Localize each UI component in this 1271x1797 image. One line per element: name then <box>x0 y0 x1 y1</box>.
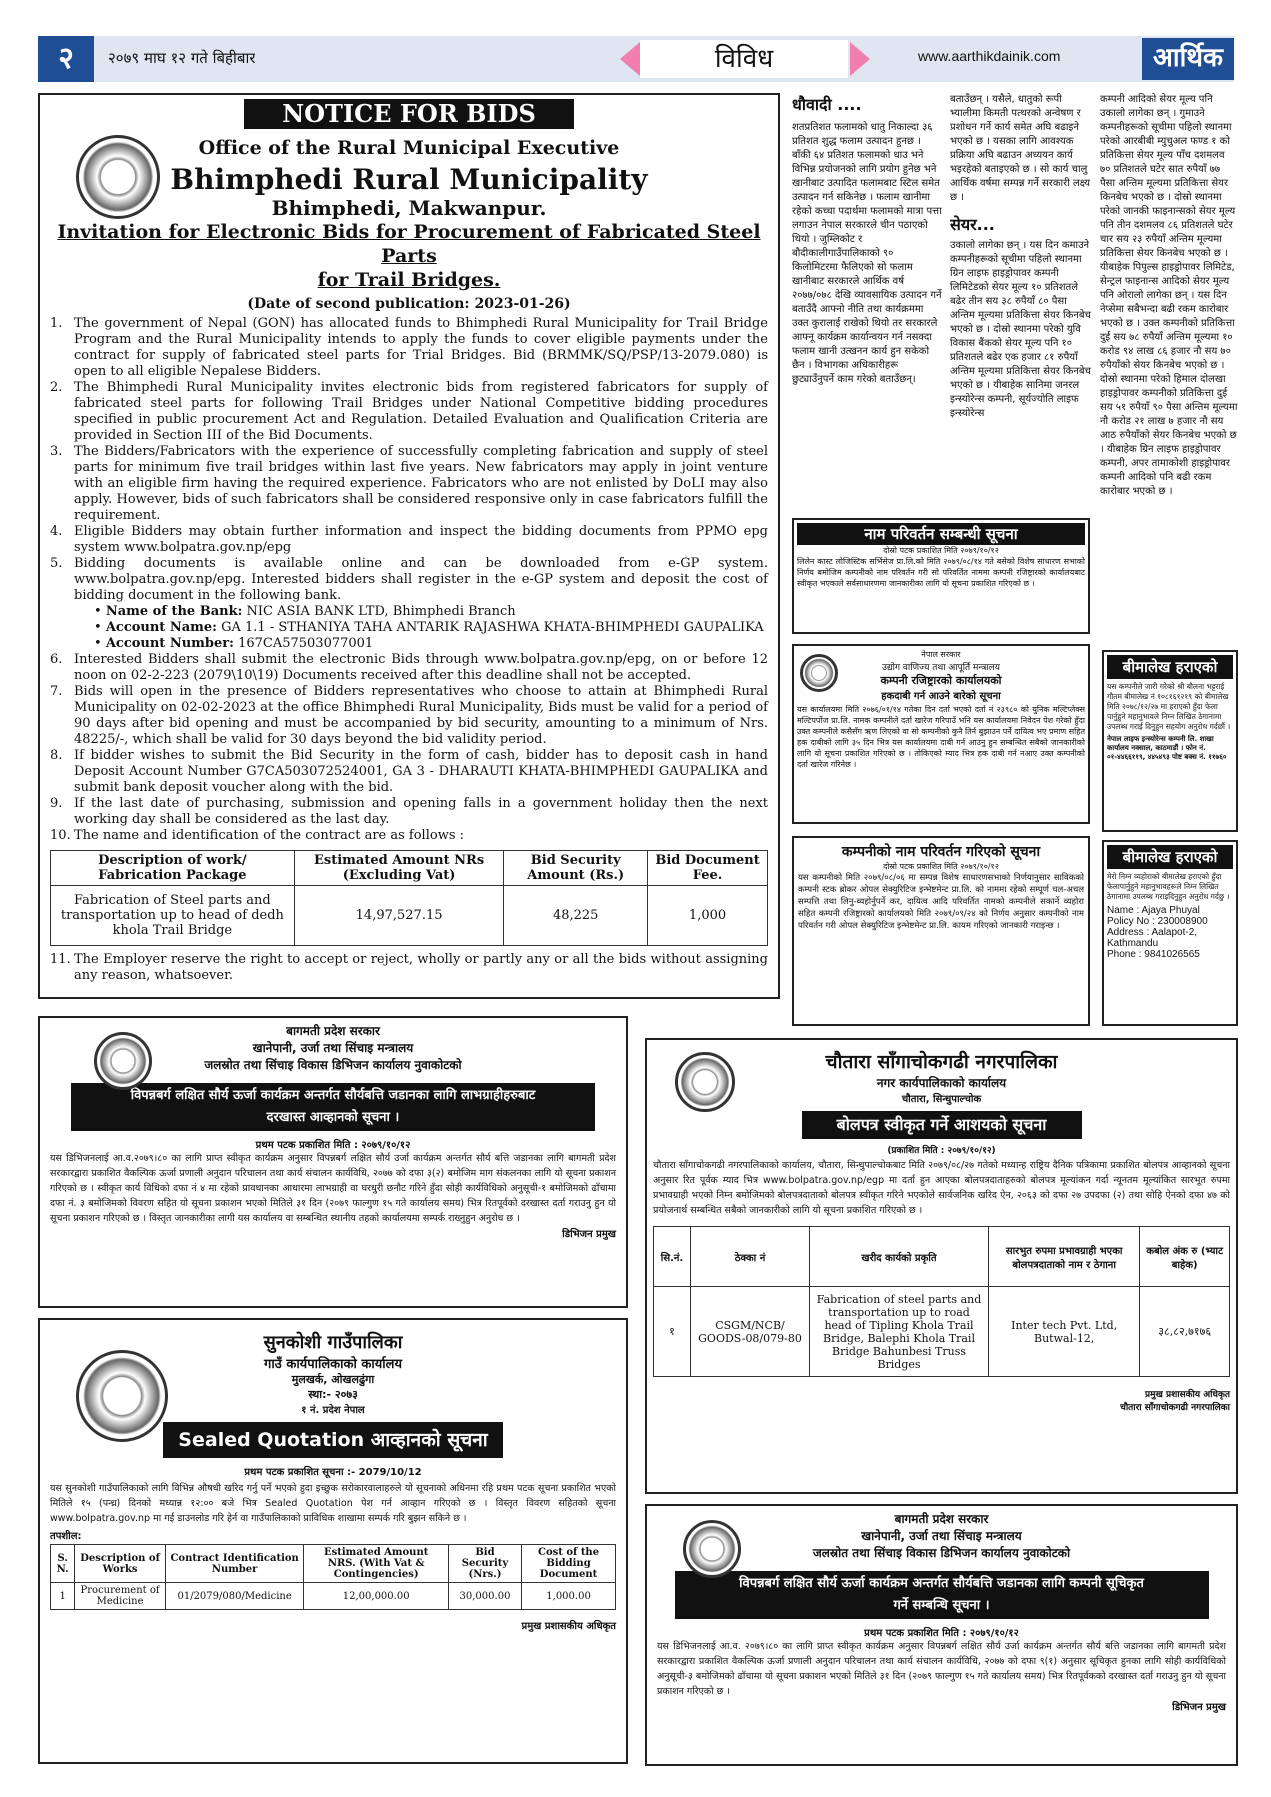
item-number: 5. <box>50 556 63 571</box>
cell-sn: 1 <box>51 1583 75 1610</box>
gov: नेपाल सरकार <box>921 650 961 659</box>
notice-text: यस डिभिजनलाई आ.व. २०७९।८० का लागि प्राप्त स्वीकृत कार्यक्रम अनुसार विपन्नबर्ग लक्षित सौर्य उर्जा कार्यक्रम अन्तर्गत सौर्य बत्ति जडानका लागि बागमती प्रदेश सरकारद्वारा प्रकाशित वैकल्पिक ऊर्जा प्रणाली अनुदान परिचालन तथा कार्य संचालन कार्यविधि, २०७७ को दफा ९(१) अनुसार सूचिकृत हुनका लागि सोही कार्यविधिको अनुसूची-३ बमोजिमको ढाँचामा यो सूचना प्रकाशन भएको मितिले ३१ दिन (२०७९ फाल्गुण १५ गते कार्यालय समय) भित्र रितपूर्वकको दरखास्त दर्ता गराउनु हुन यो सूचना प्रकाशन गरिएको छ । <box>657 1641 1226 1697</box>
notice-item <box>50 524 768 556</box>
col-description: Description of Works <box>75 1545 165 1583</box>
bank-detail-row: • Account Number: 167CA57503077001 <box>94 636 374 651</box>
cell-bid-security: 30,000.00 <box>448 1583 521 1610</box>
municipality-name: Bhimphedi Rural Municipality <box>170 163 648 196</box>
banner-line-1: विपन्नबर्ग लक्षित सौर्य ऊर्जा कार्यक्रम अन्तर्गत सौर्यबत्ति जडानका लागि लाभग्राहीहरुबाट <box>130 1088 536 1103</box>
col-estimated: Estimated Amount NRs (Excluding Vat) <box>294 851 504 886</box>
notice-item <box>50 652 768 684</box>
news-text: कम्पनी आदिको सेयर मूल्य पनि उकालो लागेका छन् । गुमाउने कम्पनीहरूको सूचीमा पहिलो स्थानमा परेको आरबीबी म्युचुअल फण्ड १ को प्रतिकित्ता सेयर मूल्य पाँच दशमलव ७० प्रतिशतले घटेर सात रुपैयाँ ७७ पैसा अन्तिम मूल्यमा प्रतिकित्ता सेयर किनबेच भएको छ । दोस्रो स्थानमा परेको जानकी फाइनान्सको सेयर मूल्य पनि तीन दशमलव ८६ प्रतिशतले घटेर चार सय २३ रुपैयाँ अन्तिम मूल्यमा प्रतिकित्ता सेयर किनबेच भएको छ । यीबाहेक पिपुल्स हाइड्रोपावर लिमिटेड, सेन्ट्रल फाइनान्स आदिको सेयर मूल्य पनि ओरालो लागेका छन् । यस दिन नेप्सेमा सबैभन्दा बढी रकम कारोबार भएको छ । उक्त कम्पनीको प्रतिकित्ता दुई सय ७८ रुपैयाँ अन्तिम मूल्यमा १० करोड ९४ लाख ८६ हजार नौ सय ७० रुपैयाँको सेयर किनबेच भएको छ । दोस्रो स्थानमा परेको हिमाल दोलखा हाइड्रोपावर कम्पनीको प्रतिकित्ता दुई सय ५१ रुपैयाँ ९० पैसा अन्तिम मूल्यमा नौ करोड २१ लाख ७ हजार नौ सय आठ रुपैयाँको सेयर किनबेच भएको छ । यीबाहेक ग्रिन लाइफ हाइड्रोपावर कम्पनी, अपर तामाकोशी हाइड्रोपावर कम्पनी आदिको पनि बढी रकम कारोबार भएको छ । <box>1100 94 1238 497</box>
quotation-table <box>50 1544 616 1610</box>
notice-pub: प्रथम पटक प्रकाशित मिति : २०७९/१०/१२ <box>255 1140 411 1151</box>
col-estimated: Estimated Amount NRS. (With Vat & Contingencies) <box>304 1545 448 1583</box>
cell-bid-amount: ३८,८२,७१७६ <box>1140 1287 1230 1377</box>
notice-items-2 <box>50 652 768 844</box>
table-header-row <box>51 1545 616 1583</box>
notice-subject <box>50 220 768 292</box>
nepal-emblem-icon <box>76 135 160 219</box>
sunkoshi-notice <box>38 1318 628 1764</box>
notice-title: नाम परिवर्तन सम्बन्धी सूचना <box>797 523 1085 545</box>
notice-banner: Sealed Quotation आव्हानको सूचना <box>163 1422 503 1458</box>
ministry: उद्योग वाणिज्य तथा आपूर्ति मन्त्रालय <box>882 663 1000 673</box>
notice-text: यस डिभिजनलाई आ.व.२०७९।८० का लागि प्राप्त स्वीकृत कार्यक्रम अनुसार विपन्नबर्ग लक्षित सौर्य उर्जा कार्यक्रम अन्तर्गत सौर्य बत्ति जडानका लागि बागमती प्रदेश सरकारद्वारा प्रकाशित वैकल्पिक ऊर्जा प्रणाली अनुदान परिचालन तथा कार्य संचालन कार्यविधि, २०७७ को दफा ३(२) बमोजिम माग संकलनका लागि यो सूचना प्रकाशन गरिएको छ । स्वीकृत कार्य विधिको दफा नं ४ मा रहेको प्रावधानका आधारमा लाभग्राही वा घरधुरी छनौट गरिने हुँदा सोही कार्यविधिको अनुसूची-१ बमोजिमको ढाँचामा दफा नं. ३ बमोजिमको विवरण सहित यो सूचना प्रकाशन भएको मितिले ३१ दिन (२०७९ फाल्गुण १५ गते कार्यालय समय) भित्र रितपूर्वको दरखास्त दर्ता गराउनु हुन यो सूचना प्रकाशन गरिएको छ । विस्तृत जानकारीका लागी यस कार्यालय वा सम्बन्धित स्थानीय तहको कार्यालयमा सम्पर्क राख्नुहुन अनुरोध छ । <box>50 1153 616 1224</box>
province: १ नं. प्रदेश नेपाल <box>301 1405 365 1416</box>
place: चौतारा, सिन्धुपाल्चोक <box>901 1094 982 1105</box>
news-text-share: उकालो लागेका छन् । यस दिन कमाउने कम्पनीहरूको सूचीमा पहिलो स्थानमा ग्रिन लाइफ हाइड्रोपावर कम्पनी लिमिटेडको सेयर मूल्य १० प्रतिशतले बढेर तीन सय ३८ रुपैयाँ ८० पैसा अन्तिम मूल्यमा प्रतिकित्ता सेयर किनबेच भएको छ । दोस्रो स्थानमा परेको युवि विकास बैंकको सेयर मूल्य पनि १० प्रतिशतले बढेर एक हजार ८१ रुपैयाँ अन्तिम मूल्यमा प्रतिकित्ता सेयर किनबेच भएको छ । यीबाहेक सानिमा जनरल इन्स्योरेन्स कम्पनी, सूर्यज्योति लाइफ इन्स्योरेन्स <box>950 240 1091 419</box>
item-text: The Bidders/Fabricators with the experience of successfully completing fabrication and supply of steel parts for minimum five trail bridges within last five years. New fabricators may apply in joint venture with an eligible firm having the required experience. Fabricators who are not enlisted by DoLI may also apply. However, bids of such fabricators shall be considered responsive only in case fabricators fulfill the requirement. <box>74 444 768 523</box>
item-number: 4. <box>50 524 63 539</box>
bank-detail-row: • Name of the Bank: NIC ASIA BANK LTD, Bhimphedi Branch <box>94 604 516 619</box>
item-number: 7. <box>50 684 63 699</box>
policy-phone: Phone : 9841026565 <box>1107 949 1200 960</box>
bank-detail-value: GA 1.1 - STHANIYA TAHA ANTARIK RAJASHWA KHATA-BHIMPHEDI GAUPALIKA <box>221 620 764 635</box>
news-text: शतप्रतिशत फलामको धातु निकाल्दा ३६ प्रतिशत शुद्ध फलाम उत्पादन हुनछ । बाँकी ६४ प्रतिशत फलामको धाउ भने विभिन्न प्रयोजनको लागि प्रयोग हुनेछ भने खानीबाट उत्पादित फलामबाट स्टिल समेत उत्पादन गर्न सकिनेछ । फलाम खानीमा रहेको कच्चा पदार्थमा फलामको मात्रा पत्ता लगाउन नेपाल सरकारले चीन पठाएको थियो । जुम्लिकोट र बौदीकालीगाउँपालिकाको ९० किलोमिटरमा फैलिएको सो फलाम खानीबाट सरकारले आर्थिक वर्ष २०७७/०७८ देखि व्यावसायिक उत्पादन गर्ने बताउँदै आफ्नो नीति तथा कार्यक्रममा उक्त कुरालाई राखेको थियो तर सरकारले आफ्नू कार्यक्रम कार्यान्वयन गर्न नसक्दा फलाम खानी उत्खनन कार्य हुन सकेको छैन । विभागका अधिकारीहरू छुट्याउँनुपर्ने काम गरेको बताउँछन्। <box>792 122 942 385</box>
item-text: The government of Nepal (GON) has allocated funds to Bhimphedi Rural Municipality for Trail Bridge Program and the Rural Municipality intends to apply the funds to cover eligible payments under the contract for supply of fabricated steel parts for Trial Bridges. Bid (BRMMK/SQ/PSP/13-2079.080) is open to all eligible Nepalese Bidders. <box>74 316 768 379</box>
notice-pub: (प्रकाशित मिति : २०७९/१०/१२) <box>887 1146 996 1156</box>
nepal-emblem-icon <box>683 1520 741 1578</box>
notice-item <box>50 796 768 828</box>
municipality-location: Bhimphedi, Makwanpur. <box>271 196 547 220</box>
name-change-notice <box>792 518 1090 634</box>
signatory: डिभिजन प्रमुख <box>1172 1702 1226 1713</box>
office: जलस्रोत तथा सिंचाइ विकास डिभिजन कार्यालय नुवाकोटको <box>812 1546 1071 1560</box>
newspaper-logo: आर्थिक <box>1142 38 1234 80</box>
notice-pub: दोस्रो पटक प्रकाशित मिति २०७९/१०/१२ <box>883 862 999 871</box>
col-doc-cost: Cost of the Bidding Document <box>522 1545 616 1583</box>
cell-contract-no: CSGM/NCB/ GOODS-08/079-80 <box>691 1287 810 1377</box>
place: मुलखर्क, ओखलढुंगा <box>291 1373 375 1386</box>
notice-item <box>50 556 768 604</box>
arrow-left-icon <box>620 42 640 76</box>
table-row <box>51 886 768 946</box>
nepal-emblem-icon <box>94 1032 152 1090</box>
banner-line-1: विपन्नबर्ग लक्षित सौर्य ऊर्जा कार्यक्रम अन्तर्गत सौर्यबत्ति जडानका लागि कम्पनी सूचिकृत <box>739 1576 1144 1591</box>
notice-banner: NOTICE FOR BIDS <box>244 99 574 129</box>
col-doc-fee: Bid Document Fee. <box>648 851 768 886</box>
section-title: विविध <box>640 40 848 78</box>
table-header-row <box>51 851 768 886</box>
established: स्था:- २०७३ <box>308 1388 358 1401</box>
notice-text: यस कम्पनीले जारी गरेको श्री बौलना भट्टराई गौतम बीमालेख नं १०८१६१२१९ को बीमालेख मिति २०७८/१२/२७ मा हराएको हुँदा फेला पार्नुहुने महानुभावले निम्न लिखित ठेगानामा उपलब्ध गराई दिनुहुन सहयोग अनुरोध गर्दछौं । <box>1107 682 1231 731</box>
col-sn: S. N. <box>51 1545 75 1583</box>
cell-estimated: 14,97,527.15 <box>294 886 504 946</box>
office: कम्पनी रजिष्ट्रारको कार्यालयको <box>880 674 1002 687</box>
item-text: Interested Bidders shall submit the electronic Bids through www.bolpatra.gov.np/epg, on or before 12 noon on 02-2-223 (2079\10\19) Documents received after this deadline shall not be accepted. <box>74 652 768 683</box>
item-number: 6. <box>50 652 63 667</box>
news-column-3 <box>1100 93 1238 633</box>
policy-number: Policy No : 230008900 <box>1107 916 1208 927</box>
nepal-emblem-icon <box>76 1350 168 1442</box>
signatory-title: प्रमुख प्रशासकीय अधिकृत <box>1144 1390 1230 1400</box>
cell-description: Procurement of Medicine <box>75 1583 165 1610</box>
cell-description: Fabrication of Steel parts and transportation up to head of dedh khola Trail Bridge <box>51 886 295 946</box>
bagmati-notice-2 <box>645 1504 1238 1766</box>
col-sn: सि.नं. <box>654 1227 691 1287</box>
bank-detail-key: Account Name: <box>105 620 217 635</box>
item-number: 3. <box>50 444 63 459</box>
office-name: Office of the Rural Municipal Executive <box>198 137 620 159</box>
notice-title: बीमालेख हराएको <box>1107 655 1233 679</box>
col-contract-no: ठेक्का नं <box>691 1227 810 1287</box>
cell-bid-security: 48,225 <box>504 886 648 946</box>
notice-pub: प्रथम पटक प्रकाशित मिति : २०७९/१०/१२ <box>864 1628 1019 1639</box>
bank-detail-key: Account Number: <box>105 636 234 651</box>
notice-footer: नेपाल लाइफ इन्स्योरेन्स कम्पनी लि. शाखा कार्यालय नक्साल, काठमाडौं । फोन नं. ०१-४४६६११९, ४४५४९३ पोष्ट बक्स नं. ११७६० <box>1107 735 1227 761</box>
bid-acceptance-table <box>653 1226 1230 1377</box>
lost-policy-notice-1 <box>1102 650 1238 832</box>
signatory: प्रमुख प्रशासकीय अधिकृत <box>521 1621 616 1632</box>
news-headline-share: सेयर... <box>950 215 995 234</box>
notice-title: बीमालेख हराएको <box>1107 845 1233 869</box>
notice-title: हकदाबी गर्न आउने बारेको सूचना <box>881 691 1001 702</box>
page-number: २ <box>38 36 94 82</box>
notice-text: यस कम्पनीको मिति २०७९/०८/०६ मा सम्पन्न विशेष साधारणसभाको निर्णयानुसार साविकको कम्पनी स्टक ब्रोकर ओपल सेक्युरिटिज इन्भेष्टमेन्ट प्रा.लि. को नाममा रहेको सम्पूर्ण चल-अचल सम्पत्ति तथा लिनु-व्यहोर्नुपर्ने कर, दायित्व आदि परिवर्तित नामको कम्पनीले सकार्ने व्यहोरा सहित कम्पनी रजिष्ट्रारको कार्यालयको मिति २०७९/०९/२४ को निर्णय अनुसार कम्पनीको नाम परिवर्तन गरी ओपल सेक्युरिटिज इन्भेष्टमेन्ट प्रा.लि. कायम गरिएको जानकारी गराइन्छ । <box>798 873 1084 931</box>
bagmati-notice-1 <box>38 1016 628 1308</box>
policy-address: Address : Aalapot-2, Kathmandu <box>1107 927 1198 949</box>
notice-text: मेरो निम्न व्यहोराको बीमालेख हराएको हुँदा फेलापार्नुहुने महानुभावहरूले निम्न लिखित ठेगानामा उपलब्ध गराइदिनुहुन अनुरोध गर्दछु । <box>1107 872 1230 901</box>
item-number: 2. <box>50 380 63 395</box>
notice-item <box>50 748 768 796</box>
notice-text: यस कार्यालयमा मिति २०७६/०१/१४ गतेका दिन दर्ता भएको दर्ता नं २३९८० को युनिक मल्टिप्लेक्स मल्टिपर्पोज प्रा.लि. नामक कम्पनीले दर्ता खारेज गरिपाउँ भनि यस कार्यालयमा निवेदन पेश गरेको हुँदा उक्त कम्पनीले कसैसँग ऋण लिएको वा सो कम्पनीको कुनै तिर्न बुझाउन पर्ने दायित्व भए प्रमाण सहित हक दाबीको लागि ३५ दिन भित्र यस कार्यालयमा दाबी गर्न आउनु हुन सम्बन्धित सबैको जानकारीको लागि यो सूचना प्रकाशित गरिएको छ । तोकिएको म्याद भित्र हक दाबी गर्न नआए उक्त कम्पनीको दर्ता खारेज गरिनेछ । <box>797 705 1086 769</box>
notice-pub: दोस्रो पटक प्रकाशित मिति २०७९/१०/१२ <box>883 546 999 555</box>
page-header <box>38 36 1234 82</box>
company-name-change-notice <box>792 836 1090 1026</box>
publication-date: (Date of second publication: 2023-01-26) <box>247 296 571 312</box>
notice-item-11 <box>50 952 768 984</box>
nepal-emblem-icon <box>800 654 838 692</box>
item-number: 11. <box>50 952 71 967</box>
news-text: बताउँछन् । यसैले, धातुको रूपी भ्यालीमा किमती पत्थरको अन्वेषण र प्रशोधन गर्ने कार्य समेत अघि बढाइने भएको छ । यसका लागि आवश्यक प्रक्रिया अघि बढाउन अध्ययन कार्य भइरहेको बताइएको छ । सो कार्य चालु आर्थिक वर्षमा सम्पन्न गर्ने सरकारी लक्ष्य छ । <box>950 94 1091 203</box>
item-text: If the last date of purchasing, submission and opening falls in a government holiday then the next working day shall be considered as the last day. <box>74 796 768 827</box>
col-bidder: सारभुत रुपमा प्रभावग्राही भएका बोलपत्रदाताको नाम र ठेगाना <box>989 1227 1140 1287</box>
cell-bidder: Inter tech Pvt. Ltd, Butwal-12, <box>989 1287 1140 1377</box>
item-number: 1. <box>50 316 63 331</box>
bank-detail-key: Name of the Bank: <box>105 604 243 619</box>
col-contract-id: Contract Identification Number <box>165 1545 304 1583</box>
signatory-org: चौतारा साँगाचोकगढी नगरपालिका <box>1120 1403 1230 1413</box>
notice-text: चौतारा साँगाचोकगढी नगरपालिकाको कार्यालय, चौतारा, सिन्धुपाल्चोकबाट मिति २०७९/०८/२७ गतेको मध्यान्ह राष्ट्रिय दैनिक पत्रिकामा प्रकाशित बोलपत्र आव्हानको सूचना अनुसार रित पूर्वक म्याद भित्र www.bolpatra.gov.np/egp मा दर्ता हुन आएका बोलपत्रदाताहरुको बोलपत्र मूल्यांकन गर्दा न्यूनतम मूल्यांकित सारभूत रुपमा प्रभावग्राही भएको निम्न बमोजिमको बोलपत्रदाताको बोलपत्र स्वीकृत गरिने भएकोले सार्वजनिक खरिद ऐन, २०६३ को दफा २७ उपदफा (२) तथा सोहि ऐनको दफा ४७ को प्रयोजनार्थ सम्बन्धित सबैको जानकारीको लागि यो सूचना प्रकाशित गरिएको छ । <box>653 1160 1230 1216</box>
cell-contract-id: 01/2079/080/Medicine <box>165 1583 304 1610</box>
bank-detail-value: NIC ASIA BANK LTD, Bhimphedi Branch <box>246 604 516 619</box>
news-headline-dhauwadi: धौवादी .... <box>792 95 862 114</box>
registrar-notice <box>792 644 1090 824</box>
notice-item <box>50 684 768 748</box>
chautara-notice <box>645 1038 1238 1494</box>
municipality-title: सुनकोशी गाउँपालिका <box>263 1332 403 1353</box>
arrow-right-icon <box>850 42 870 76</box>
cell-sn: १ <box>654 1287 691 1377</box>
item-text: Bids will open in the presence of Bidders representatives who choose to attain at Bhimphedi Rural Municipality on 02-02-2023 at the office Bhimphedi Rural Municipality, Bids must be valid for a period of 90 days after bid opening and must be accompanied by bid security, amounting to a minimum of Nrs. 48225/-, which shall be valid for 30 days beyond the bid validity period. <box>74 684 768 747</box>
subject-line-1: Invitation for Electronic Bids for Procurement of Fabricated Steel Parts <box>57 221 761 267</box>
item-text: Bidding documents is available online and can be downloaded from e-GP system. www.bolpatra.gov.np/epg. Interested bidders shall register in the e-GP system and deposit the cost of bidding document in the following bank. <box>74 556 768 603</box>
banner-line-2: गर्ने सम्बन्धि सूचना । <box>893 1598 990 1613</box>
table-row <box>654 1287 1230 1377</box>
notice-for-bids <box>38 93 780 999</box>
notice-pub: प्रथम पटक प्रकाशित सूचना :- 2079/10/12 <box>244 1467 422 1478</box>
notice-item <box>50 316 768 380</box>
subject-line-2: for Trail Bridges. <box>317 269 501 291</box>
news-column-1 <box>792 93 942 553</box>
cell-doc-fee: 1,000 <box>648 886 768 946</box>
office: गाउँ कार्यपालिकाको कार्यालय <box>264 1357 402 1372</box>
office: नगर कार्यपालिकाको कार्यालय <box>876 1076 1007 1090</box>
col-nature: खरीद कार्यको प्रकृति <box>810 1227 989 1287</box>
gov: बागमती प्रदेश सरकार <box>286 1024 380 1038</box>
gov: बागमती प्रदेश सरकार <box>894 1512 989 1526</box>
lost-policy-notice-2 <box>1102 840 1238 1026</box>
notice-title: कम्पनीको नाम परिवर्तन गरिएको सूचना <box>841 844 1041 860</box>
news-column-2 <box>950 93 1092 513</box>
site-url[interactable]: www.aarthikdainik.com <box>918 48 1061 64</box>
notice-item <box>50 828 768 844</box>
item-text: If bidder wishes to submit the Bid Security in the form of cash, bidder has to deposit cash in hand Deposit Account Number G7CA503072524001, GA 3 - DHARAUTI KHATA-BHIMPHEDI GAUPALIKA and submit bank deposit voucher along with the bid. <box>74 748 768 795</box>
notice-item <box>50 444 768 524</box>
cell-doc-cost: 1,000.00 <box>522 1583 616 1610</box>
ministry: खानेपानी, उर्जा तथा सिंचाइ मन्त्रालय <box>861 1529 1022 1543</box>
cell-estimated: 12,00,000.00 <box>304 1583 448 1610</box>
col-description: Description of work/ Fabrication Package <box>51 851 295 886</box>
item-number: 10. <box>50 828 71 843</box>
item-number: 9. <box>50 796 63 811</box>
table-row <box>51 1583 616 1610</box>
contract-table <box>50 850 768 946</box>
ministry: खानेपानी, उर्जा तथा सिंचाइ मन्त्रालय <box>252 1041 414 1055</box>
item-text: Eligible Bidders may obtain further information and inspect the bidding documents from PPMO epg system www.bolpatra.gov.np/epg <box>74 524 768 555</box>
item-text: The Employer reserve the right to accept or reject, wholly or partly any or all the bids without assigning any reason, whatsoever. <box>74 952 768 983</box>
municipality-title: चौतारा साँगाचोकगढी नगरपालिका <box>825 1051 1058 1073</box>
col-bid-security: Bid Security Amount (Rs.) <box>504 851 648 886</box>
item-number: 8. <box>50 748 63 763</box>
banner-line-2: दरखास्त आव्हानको सूचना । <box>266 1110 400 1125</box>
notice-text: यस सुनकोशी गाउँपालिकाको लागि विभिन्न औषधी खरिद गर्नु पर्ने भएको हुदा इच्छुक सरोकारवालाहरुले यो सूचनाको अधिनमा रहि प्रथम पटक सूचना प्रकाशित भएको मितिले १५ (पन्ध्र) दिनको मध्यान्न १२:०० बजे भित्र Sealed Quotation पेश गर्न आव्हान गरिएको छ । विस्तृत विवरण सहितको सूचना www.bolpatra.gov.np मा गई डाउनलोड गरि हेर्न वा गाउँपालिकाको प्राविधिक शाखामा सम्पर्क गरि बुझन सकिने छ । <box>50 1483 616 1524</box>
cell-nature: Fabrication of steel parts and transportation up to road head of Tipling Khola Trail Bridge, Balephi Khola Trail Bridge Bahunbesi Truss Bridges <box>810 1287 989 1377</box>
bank-detail-row: • Account Name: GA 1.1 - STHANIYA TAHA ANTARIK RAJASHWA KHATA-BHIMPHEDI GAUPALIKA <box>94 620 764 635</box>
office: जलस्रोत तथा सिंचाइ विकास डिभिजन कार्यालय नुवाकोटको <box>204 1058 462 1072</box>
item-text: The Bhimphedi Rural Municipality invites electronic bids from registered fabricators for supply of fabricated steel parts for following Trail Bridges under National Competitive bidding procedures specified in public procurement Act and Regulation. Detailed Evaluation and Qualification Criteria are provided in Section III of the Bid Documents. <box>74 380 768 443</box>
table-label: तपशील: <box>50 1531 82 1542</box>
bank-detail-value: 167CA57503077001 <box>238 636 374 651</box>
issue-date: २०७९ माघ १२ गते बिहीबार <box>108 49 256 67</box>
policy-holder-name: Name : Ajaya Phuyal <box>1107 905 1200 916</box>
col-bid-amount: कबोल अंक रु (भ्याट बाहेक) <box>1140 1227 1230 1287</box>
bank-details <box>50 604 768 652</box>
col-bid-security: Bid Security (Nrs.) <box>448 1545 521 1583</box>
notice-items <box>50 316 768 604</box>
nepal-emblem-icon <box>675 1052 735 1112</box>
notice-banner: बोलपत्र स्वीकृत गर्ने आशयको सूचना <box>802 1111 1082 1139</box>
notice-item <box>50 380 768 444</box>
table-header-row <box>654 1227 1230 1287</box>
notice-banner <box>675 1571 1209 1619</box>
notice-banner <box>71 1083 595 1131</box>
notice-text: लिलेन कास्ट लोजिस्टिक सर्भिसेज प्रा.लि.को मिति २०७९/०८/१४ गते बसेको विशेष साधारण सभाको निर्णय बमोजिम कम्पनीको नाम परिवर्तन गरी सो परिवर्तित नाममा कम्पनी रजिष्ट्रारको कार्यालयबाट स्वीकृत भएकाले सर्वसाधारणमा जानकारीका लागि यो सूचना प्रकाशित गरिएको छ । <box>797 557 1085 588</box>
item-text: The name and identification of the contract are as follows : <box>74 828 464 843</box>
signatory: डिभिजन प्रमुख <box>562 1229 616 1240</box>
